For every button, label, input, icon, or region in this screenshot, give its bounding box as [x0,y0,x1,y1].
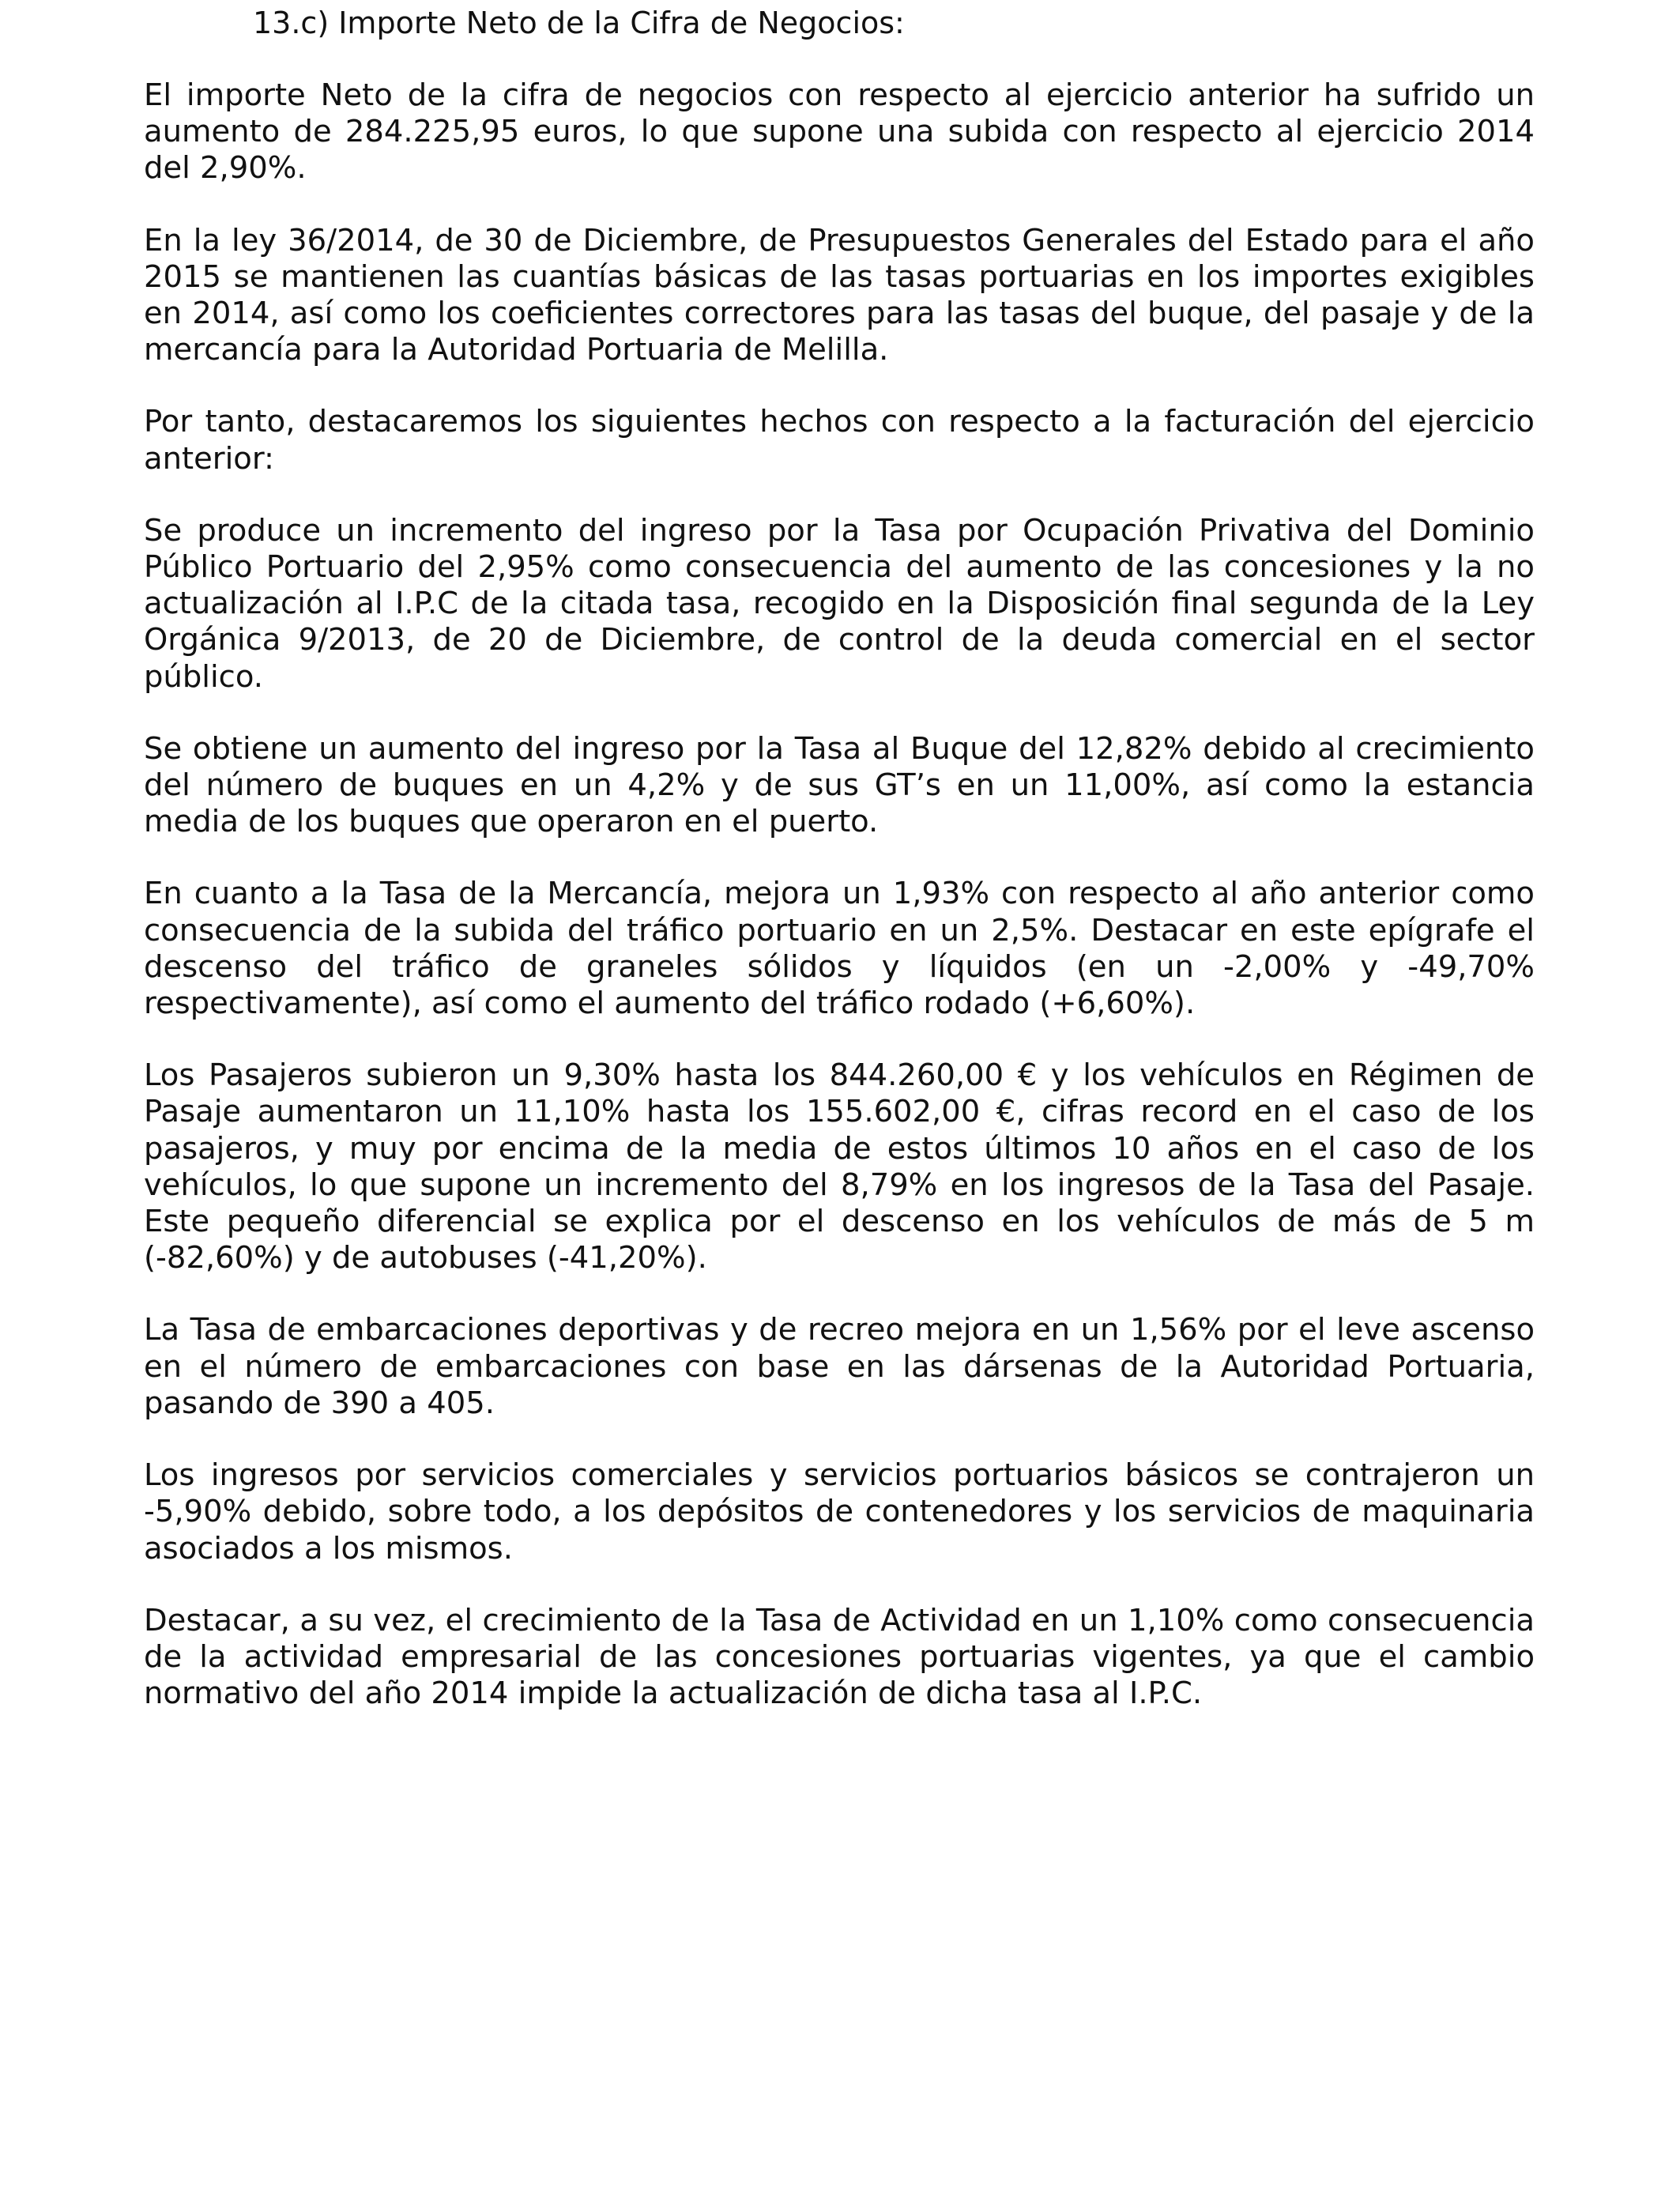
paragraph-vessel-fee: Se obtiene un aumento del ingreso por la Tasa al Buque del 12,82% debido al crecimiento del número de buques en un 4,2% y de sus GT’s en un 11,00%, así como la estancia media de los buques que operaron en el puerto. [144,730,1535,840]
paragraph-activity-fee: Destacar, a su vez, el crecimiento de la Tasa de Actividad en un 1,10% como consecuencia de la actividad empresarial de las concesiones portuarias vigentes, ya que el cambio normativo del año 2014 impide la actualización de dicha tasa al I.P.C. [144,1602,1535,1712]
paragraph-budget-law: En la ley 36/2014, de 30 de Diciembre, de Presupuestos Generales del Estado para el año 2015 se mantienen las cuantías básicas de las tasas portuarias en los importes exigibles en 2014, así como los coeficientes correctores para las tasas del buque, del pasaje y de la mercancía para la Autoridad Portuaria de Melilla. [144,222,1535,368]
paragraph-net-turnover: El importe Neto de la cifra de negocios con respecto al ejercicio anterior ha sufrido un aumento de 284.225,95 euros, lo que supone una subida con respecto al ejercicio 2014 del 2,90%. [144,77,1535,187]
paragraph-commercial-services: Los ingresos por servicios comerciales y servicios portuarios básicos se contrajeron un -5,90% debido, sobre todo, a los depósitos de contenedores y los servicios de maquinaria asociados a los mismos. [144,1457,1535,1566]
paragraph-goods-fee: En cuanto a la Tasa de la Mercancía, mejora un 1,93% con respecto al año anterior como consecuencia de la subida del tráfico portuario en un 2,5%. Destacar en este epígrafe el descenso del tráfico de graneles sólidos y líquidos (en un -2,00% y -49,70% respectivamente), así como el aumento del tráfico rodado (+6,60%). [144,876,1535,1022]
paragraph-highlights-intro: Por tanto, destacaremos los siguientes hechos con respecto a la facturación del ejercicio anterior: [144,404,1535,477]
paragraph-occupation-fee: Se produce un incremento del ingreso por la Tasa por Ocupación Privativa del Dominio Público Portuario del 2,95% como consecuencia del aumento de las concesiones y la no actualización al I.P.C de la citada tasa, recogido en la Disposición final segunda de la Ley Orgánica 9/2013, de 20 de Diciembre, de control de la deuda comercial en el sector público. [144,512,1535,695]
paragraph-passenger-fee: Los Pasajeros subieron un 9,30% hasta los 844.260,00 € y los vehículos en Régimen de Pasaje aumentaron un 11,10% hasta los 155.602,00 €, cifras record en el caso de los pasajeros, y muy por encima de la media de estos últimos 10 años en el caso de los vehículos, lo que supone un incremento del 8,79% en los ingresos de la Tasa del Pasaje. Este pequeño diferencial se explica por el descenso en los vehículos de más de 5 m (-82,60%) y de autobuses (-41,20%). [144,1057,1535,1276]
document-body [144,77,1535,1747]
section-heading: 13.c) Importe Neto de la Cifra de Negocios: [253,6,905,40]
paragraph-recreational-boats: La Tasa de embarcaciones deportivas y de recreo mejora en un 1,56% por el leve ascenso en el número de embarcaciones con base en las dársenas de la Autoridad Portuaria, pasando de 390 a 405. [144,1312,1535,1421]
